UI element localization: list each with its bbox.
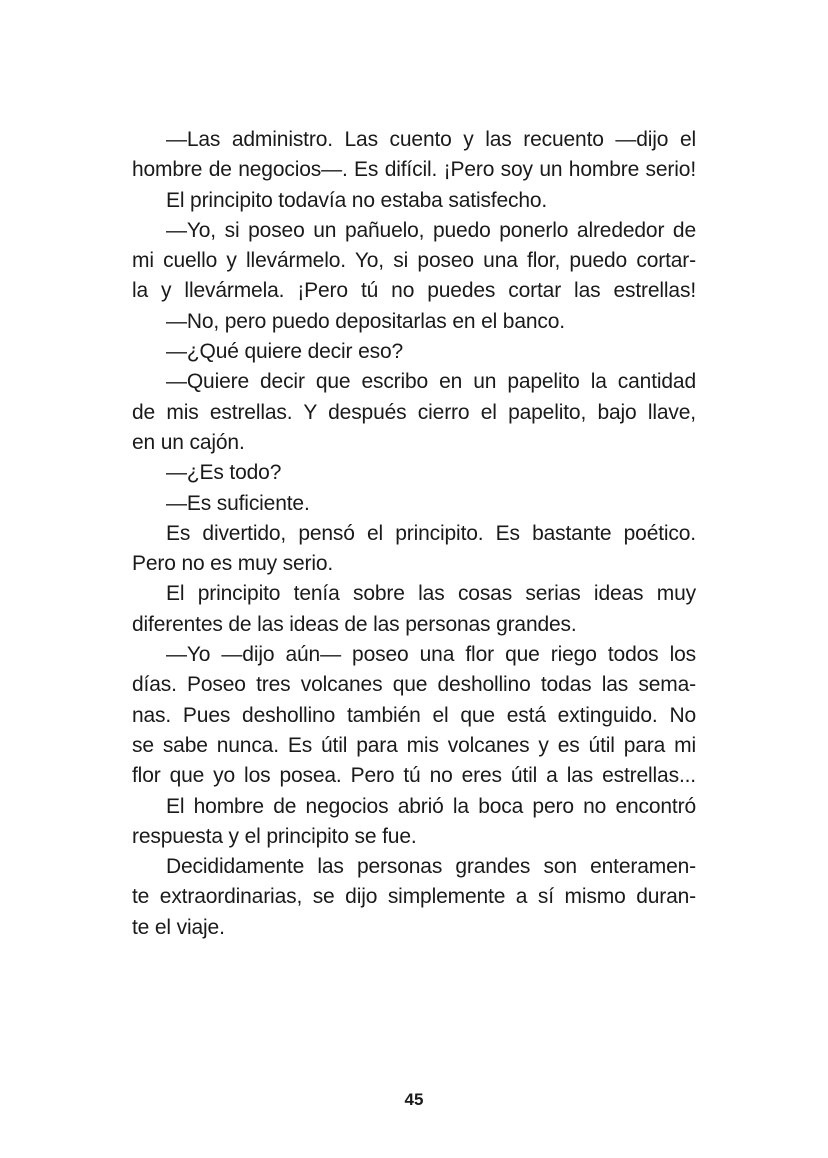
text-line: Es divertido, pensó el principito. Es bastante poético.	[166, 521, 696, 545]
page-number: 45	[404, 1090, 424, 1109]
text-line: en un cajón.	[132, 430, 245, 454]
text-line: te extraordinarias, se dijo simplemente a sí mismo duran-	[132, 885, 696, 909]
text-line: respuesta y el principito se fue.	[132, 824, 417, 848]
text-line: —¿Qué quiere decir eso?	[166, 340, 404, 364]
text-line: —Yo —dijo aún— poseo una flor que riego todos los	[166, 643, 696, 667]
text-line: hombre de negocios—. Es difícil. ¡Pero soy un hombre serio!	[132, 158, 696, 182]
text-line: flor que yo los posea. Pero tú no eres útil a las estrellas...	[132, 764, 696, 788]
text-line: —Es suficiente.	[166, 491, 310, 515]
body-text	[132, 125, 696, 943]
text-line: días. Poseo tres volcanes que deshollino todas las sema-	[132, 673, 696, 697]
text-line: diferentes de las ideas de las personas grandes.	[132, 612, 577, 636]
text-line: —Las administro. Las cuento y las recuento —dijo el	[166, 128, 696, 151]
text-line: Pero no es muy serio.	[132, 552, 334, 576]
text-line: nas. Pues deshollino también el que está extinguido. No	[132, 703, 696, 727]
text-line: —Yo, si poseo un pañuelo, puedo ponerlo alrededor de	[166, 218, 696, 242]
text-line: mi cuello y llevármelo. Yo, si poseo una flor, puedo cortar-	[132, 249, 696, 273]
text-line: —No, pero puedo depositarlas en el banco.	[166, 309, 565, 333]
text-line: de mis estrellas. Y después cierro el papelito, bajo llave,	[132, 400, 696, 424]
text-line: te el viaje.	[132, 915, 225, 939]
text-line: El principito tenía sobre las cosas serias ideas muy	[166, 582, 696, 606]
text-line: El hombre de negocios abrió la boca pero no encontró	[166, 794, 696, 818]
text-line: —¿Es todo?	[166, 461, 282, 485]
text-line: El principito todavía no estaba satisfecho.	[166, 188, 548, 212]
text-line: se sabe nunca. Es útil para mis volcanes y es útil para mi	[132, 733, 696, 757]
text-line: Decididamente las personas grandes son enteramen-	[166, 855, 696, 879]
text-line: —Quiere decir que escribo en un papelito la cantidad	[166, 370, 696, 394]
text-line: la y llevármela. ¡Pero tú no puedes cortar las estrellas!	[132, 279, 696, 303]
